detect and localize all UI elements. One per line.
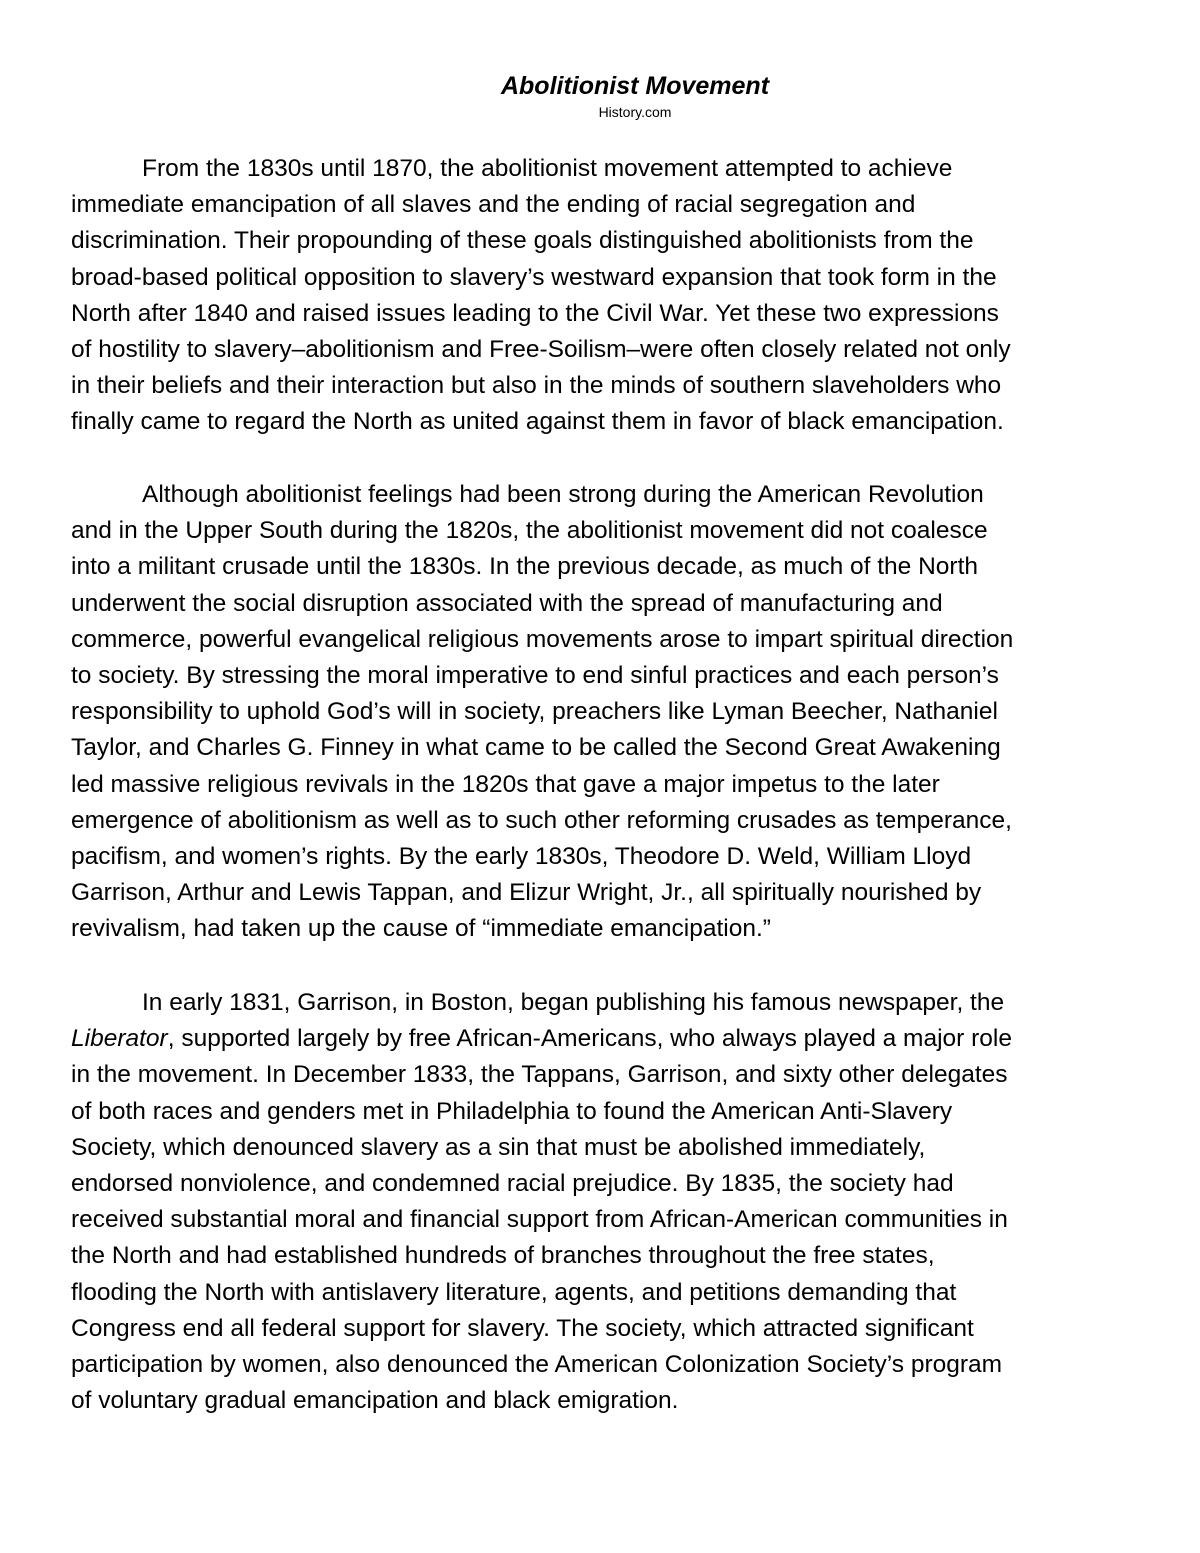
paragraph-line: Congress end all federal support for slavery. The society, which attracted significant [71, 1314, 974, 1342]
paragraph-line: and in the Upper South during the 1820s, the abolitionist movement did not coalesce [71, 517, 988, 545]
paragraph-line: Taylor, and Charles G. Finney in what came to be called the Second Great Awakening [71, 734, 1001, 762]
paragraph-line: From the 1830s until 1870, the abolitionist movement attempted to achieve [142, 155, 953, 182]
paragraph-line: responsibility to uphold God’s will in society, preachers like Lyman Beecher, Nathaniel [71, 698, 998, 726]
paragraph-line: into a militant crusade until the 1830s. In the previous decade, as much of the North [71, 553, 979, 581]
paragraph-line: Garrison, Arthur and Lewis Tappan, and Elizur Wright, Jr., all spiritually nourished by [71, 879, 982, 907]
paragraph-3 [71, 985, 1151, 1419]
paragraph-line: the North and had established hundreds of branches throughout the free states, [71, 1242, 935, 1270]
paragraph-line: broad-based political opposition to slavery’s westward expansion that took form in the [71, 263, 997, 291]
paragraph-line: discrimination. Their propounding of these goals distinguished abolitionists from the [71, 227, 974, 255]
paragraph-line: participation by women, also denounced the American Colonization Society’s program [71, 1351, 1003, 1379]
paragraph-line [71, 1021, 1151, 1057]
paragraph-line: finally came to regard the North as united against them in favor of black emancipation. [71, 408, 1004, 436]
paragraph-line: In early 1831, Garrison, in Boston, began publishing his famous newspaper, the [142, 989, 1005, 1016]
newspaper-title: Liberator [71, 1025, 168, 1053]
paragraph-line: to society. By stressing the moral imperative to end sinful practices and each person’s [71, 662, 999, 690]
paragraph-line: Although abolitionist feelings had been strong during the American Revolution [142, 481, 984, 508]
paragraph-1 [71, 151, 1151, 441]
paragraph-line: in the movement. In December 1833, the Tappans, Garrison, and sixty other delegates [71, 1061, 1008, 1089]
paragraph-line: commerce, powerful evangelical religious movements arose to impart spiritual direction [71, 625, 1014, 653]
paragraph-line-text: , supported largely by free African-Americans, who always played a major role [167, 1025, 1012, 1053]
paragraph-line: revivalism, had taken up the cause of “immediate emancipation.” [71, 915, 771, 943]
paragraph-line: Society, which denounced slavery as a sin that must be abolished immediately, [71, 1133, 926, 1161]
paragraph-line: underwent the social disruption associated with the spread of manufacturing and [71, 589, 943, 617]
paragraph-line: of hostility to slavery–abolitionism and Free-Soilism–were often closely related not only [71, 336, 1011, 364]
paragraph-line: North after 1840 and raised issues leading to the Civil War. Yet these two expressions [71, 299, 999, 327]
paragraph-line: endorsed nonviolence, and condemned racial prejudice. By 1835, the society had [71, 1170, 954, 1198]
paragraph-line: emergence of abolitionism as well as to such other reforming crusades as temperance, [71, 806, 1012, 834]
paragraph-line: of voluntary gradual emancipation and black emigration. [71, 1387, 679, 1415]
paragraph-line: pacifism, and women’s rights. By the early 1830s, Theodore D. Weld, William Lloyd [71, 843, 972, 871]
paragraph-2 [71, 477, 1151, 948]
document-title: Abolitionist Movement [500, 72, 770, 100]
paragraph-line: immediate emancipation of all slaves and the ending of racial segregation and [71, 191, 916, 219]
paragraph-line: led massive religious revivals in the 1820s that gave a major impetus to the later [71, 770, 940, 798]
paragraph-line: flooding the North with antislavery literature, agents, and petitions demanding that [71, 1278, 957, 1306]
paragraph-line: of both races and genders met in Philadelphia to found the American Anti-Slavery [71, 1097, 953, 1125]
paragraph-line: received substantial moral and financial support from African-American communities in [71, 1206, 1008, 1234]
document-source: History.com [598, 104, 672, 120]
paragraph-line: in their beliefs and their interaction but also in the minds of southern slaveholders who [71, 372, 1002, 400]
